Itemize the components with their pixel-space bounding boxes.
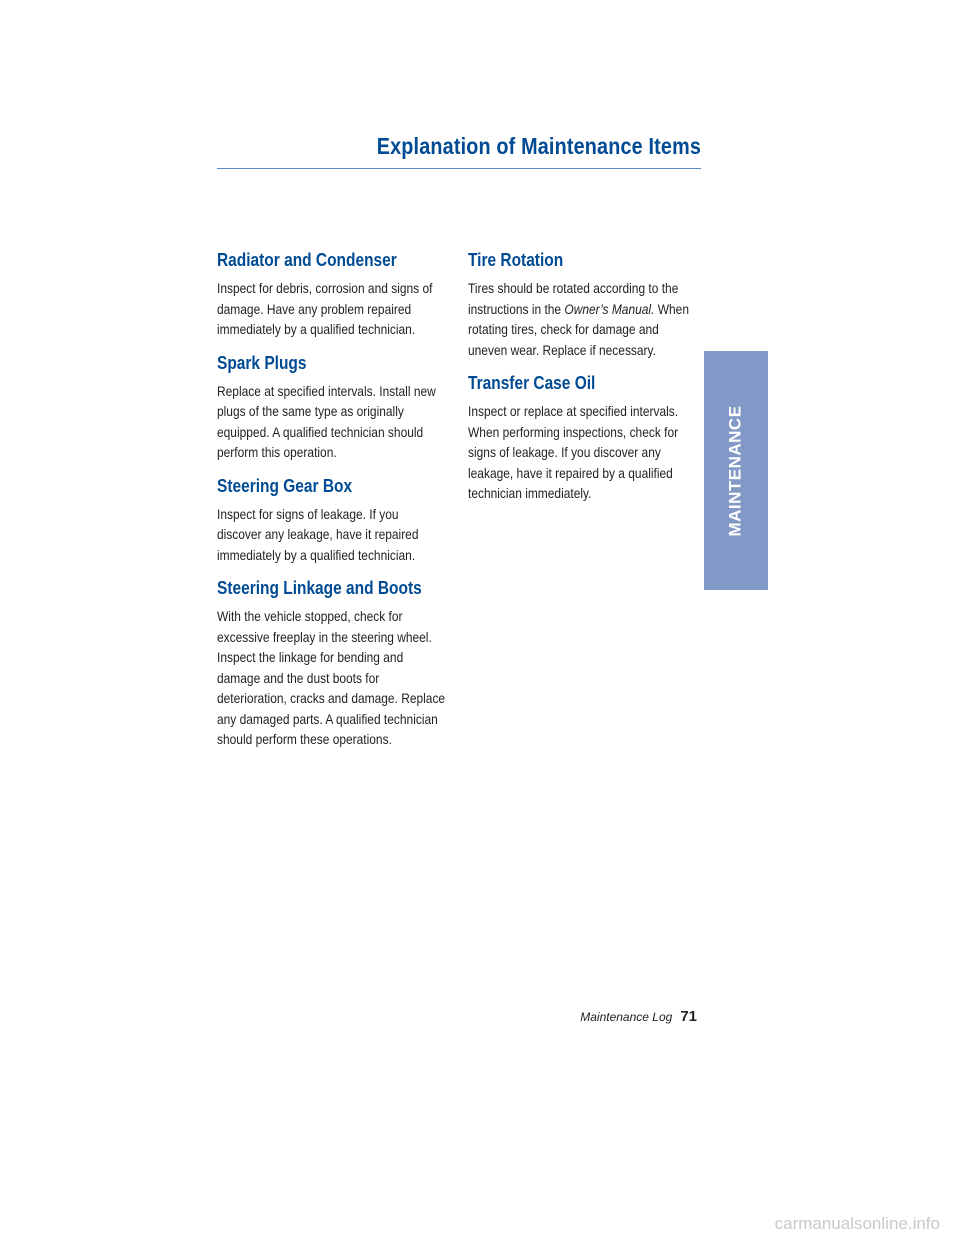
page-header-title: Explanation of Maintenance Items (376, 133, 701, 159)
section-heading: Transfer Case Oil (468, 373, 596, 393)
section-heading: Steering Gear Box (217, 475, 353, 496)
right-column (468, 250, 700, 517)
section-heading: Radiator and Condenser (217, 250, 397, 270)
header-rule (217, 168, 701, 169)
page-footer (580, 1008, 697, 1025)
section-radiator-condenser (217, 250, 449, 341)
section-body: Inspect for debris, corrosion and signs of damage. Have any problem repaired immediately by a qualified technician. (217, 281, 433, 337)
section-body: Inspect or replace at specified intervals. When performing inspections, check for signs of leakage. If you discover any leakage, have it repaired by a qualified technician immediately. (468, 404, 679, 501)
section-heading: Steering Linkage and Boots (217, 578, 422, 598)
page-number: 71 (680, 1008, 697, 1025)
footer-label: Maintenance Log (580, 1010, 673, 1024)
left-column (217, 250, 449, 763)
section-transfer-case-oil (468, 373, 700, 505)
section-body: With the vehicle stopped, check for excessive freeplay in the steering wheel. Inspect the linkage for bending and damage and the dust boots for deterioration, cracks and damage. Replace any damaged parts. A qualified technician should perform these operations. (217, 609, 446, 747)
chapter-side-tab (704, 351, 768, 590)
section-heading: Tire Rotation (468, 250, 564, 270)
section-heading: Spark Plugs (217, 352, 307, 373)
section-tire-rotation (468, 250, 700, 361)
watermark: carmanualsonline.info (774, 1214, 940, 1233)
section-body: Replace at specified intervals. Install new plugs of the same type as originally equipped. A qualified technician should perform this operation. (217, 383, 436, 460)
section-steering-gear-box (217, 476, 449, 567)
section-body: Tires should be rotated according to the instructions in the Owner’s Manual. When rotating tires, check for damage and uneven wear. Replace if necessary. (468, 281, 689, 358)
section-body: Inspect for signs of leakage. If you discover any leakage, have it repaired immediately by a qualified technician. (217, 506, 419, 563)
owners-manual-reference: Owner’s Manual. (564, 301, 655, 317)
section-spark-plugs (217, 353, 449, 464)
side-tab-label: MAINTENANCE (726, 404, 746, 537)
section-steering-linkage-boots (217, 578, 449, 751)
